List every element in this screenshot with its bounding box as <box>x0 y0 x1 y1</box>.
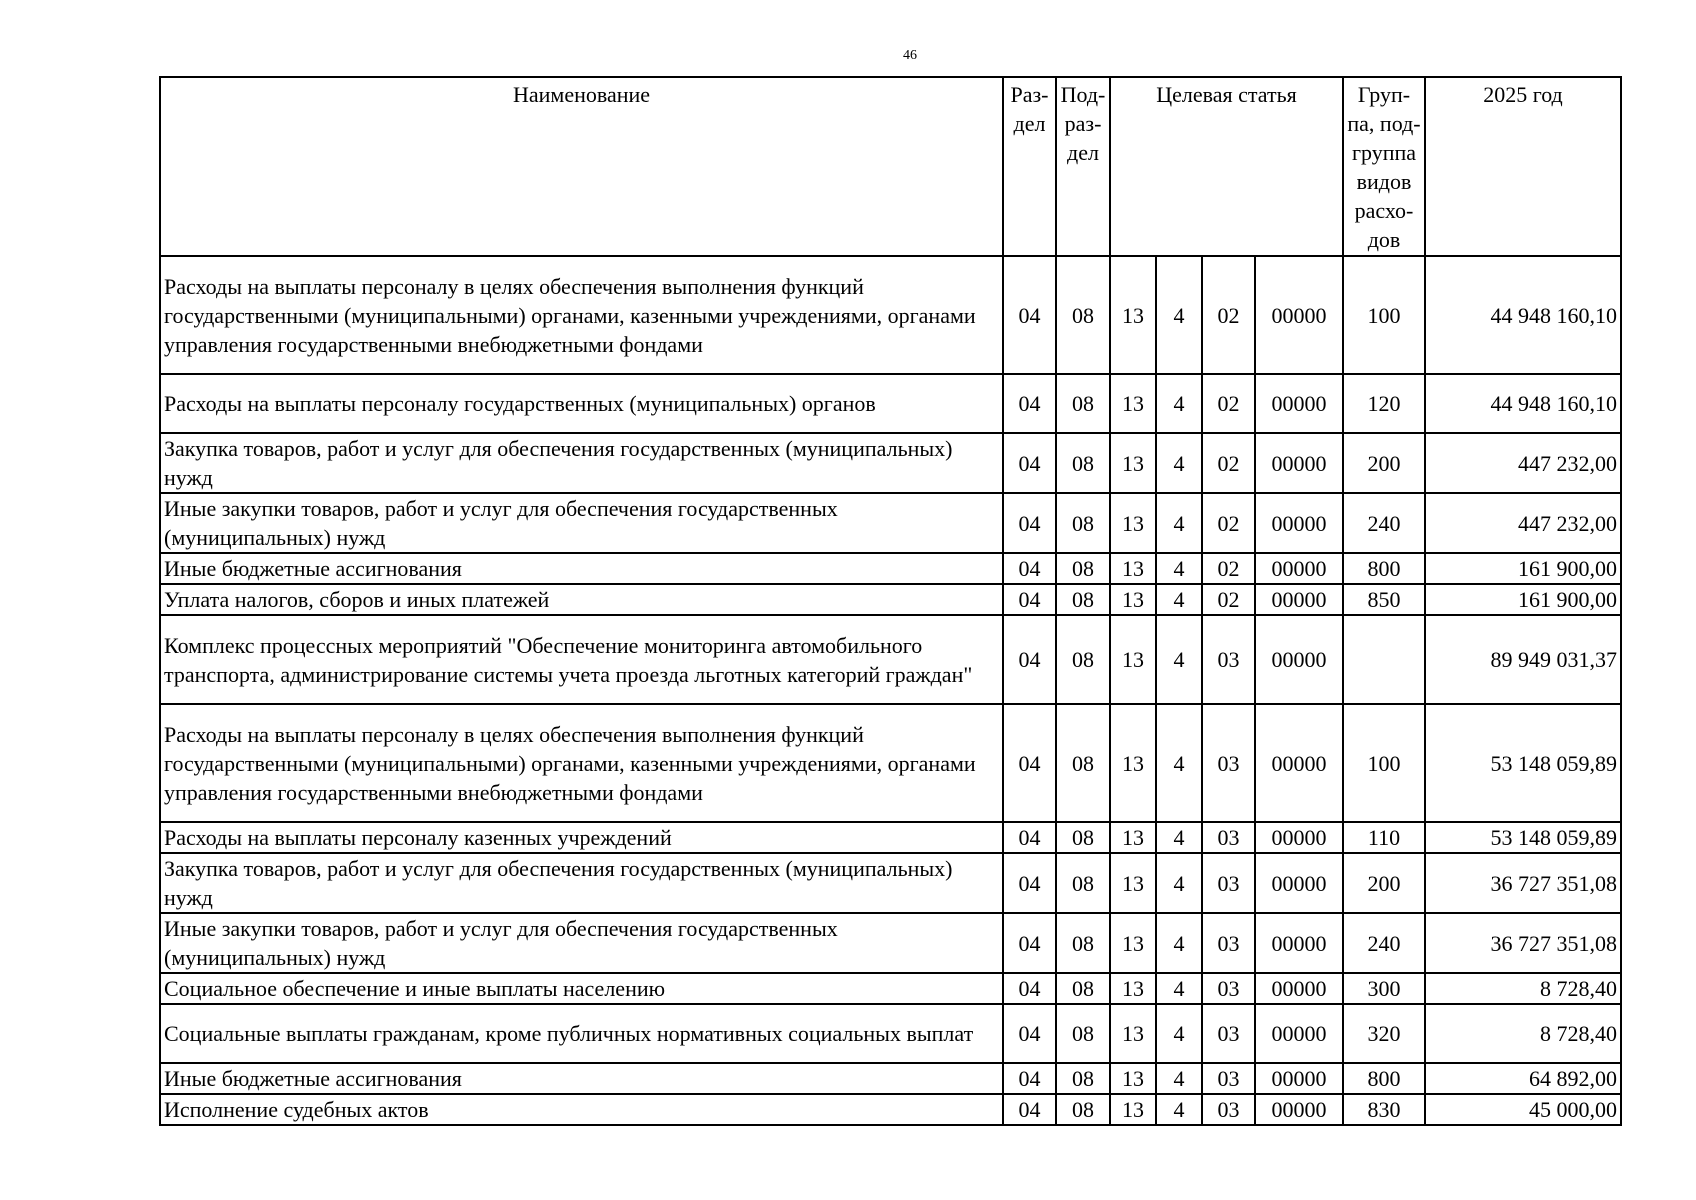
name-cell: Закупка товаров, работ и услуг для обеспечения государственных (муниципальных) нужд <box>160 853 1003 913</box>
target-complex-cell: 03 <box>1202 615 1255 704</box>
target-complex-cell: 03 <box>1202 1063 1255 1094</box>
target-direction-cell: 00000 <box>1255 553 1343 584</box>
target-program-cell: 13 <box>1110 553 1156 584</box>
target-complex-cell: 03 <box>1202 973 1255 1004</box>
subsection-cell: 08 <box>1056 615 1110 704</box>
target-program-cell: 13 <box>1110 1063 1156 1094</box>
name-cell: Уплата налогов, сборов и иных платежей <box>160 584 1003 615</box>
target-complex-cell: 03 <box>1202 913 1255 973</box>
target-type-cell: 4 <box>1156 374 1202 433</box>
table-row <box>160 973 1621 1004</box>
subsection-cell: 08 <box>1056 913 1110 973</box>
name-cell: Социальные выплаты гражданам, кроме публичных нормативных социальных выплат <box>160 1004 1003 1063</box>
name-cell: Иные закупки товаров, работ и услуг для обеспечения государственных (муниципальных) нужд <box>160 913 1003 973</box>
amount-cell: 45 000,00 <box>1425 1094 1621 1125</box>
table-row <box>160 433 1621 493</box>
table-body <box>160 256 1621 1125</box>
target-complex-cell: 02 <box>1202 553 1255 584</box>
expense-group-cell: 200 <box>1343 853 1425 913</box>
subsection-cell: 08 <box>1056 822 1110 853</box>
target-program-cell: 13 <box>1110 973 1156 1004</box>
section-cell: 04 <box>1003 615 1056 704</box>
header-target-article: Целевая статья <box>1110 77 1343 256</box>
expense-group-cell: 320 <box>1343 1004 1425 1063</box>
amount-cell: 161 900,00 <box>1425 584 1621 615</box>
target-direction-cell: 00000 <box>1255 853 1343 913</box>
expense-group-cell: 830 <box>1343 1094 1425 1125</box>
name-cell: Расходы на выплаты персоналу казенных учреждений <box>160 822 1003 853</box>
header-row <box>160 77 1621 256</box>
table-row <box>160 822 1621 853</box>
subsection-cell: 08 <box>1056 1094 1110 1125</box>
target-direction-cell: 00000 <box>1255 822 1343 853</box>
table-row <box>160 615 1621 704</box>
target-type-cell: 4 <box>1156 1004 1202 1063</box>
target-program-cell: 13 <box>1110 584 1156 615</box>
table-row <box>160 256 1621 374</box>
amount-cell: 44 948 160,10 <box>1425 374 1621 433</box>
expense-group-cell: 100 <box>1343 256 1425 374</box>
section-cell: 04 <box>1003 704 1056 822</box>
header-section: Раз- дел <box>1003 77 1056 256</box>
name-cell: Социальное обеспечение и иные выплаты населению <box>160 973 1003 1004</box>
section-cell: 04 <box>1003 493 1056 553</box>
table-row <box>160 913 1621 973</box>
expense-group-cell: 240 <box>1343 493 1425 553</box>
target-program-cell: 13 <box>1110 493 1156 553</box>
target-type-cell: 4 <box>1156 493 1202 553</box>
subsection-cell: 08 <box>1056 704 1110 822</box>
amount-cell: 89 949 031,37 <box>1425 615 1621 704</box>
section-cell: 04 <box>1003 584 1056 615</box>
target-program-cell: 13 <box>1110 615 1156 704</box>
target-program-cell: 13 <box>1110 374 1156 433</box>
target-type-cell: 4 <box>1156 1063 1202 1094</box>
target-type-cell: 4 <box>1156 1094 1202 1125</box>
target-direction-cell: 00000 <box>1255 1063 1343 1094</box>
target-direction-cell: 00000 <box>1255 1094 1343 1125</box>
amount-cell: 447 232,00 <box>1425 433 1621 493</box>
expense-group-cell: 850 <box>1343 584 1425 615</box>
target-program-cell: 13 <box>1110 1004 1156 1063</box>
amount-cell: 53 148 059,89 <box>1425 822 1621 853</box>
target-direction-cell: 00000 <box>1255 704 1343 822</box>
target-direction-cell: 00000 <box>1255 913 1343 973</box>
name-cell: Исполнение судебных актов <box>160 1094 1003 1125</box>
expense-group-cell: 100 <box>1343 704 1425 822</box>
name-cell: Иные бюджетные ассигнования <box>160 1063 1003 1094</box>
subsection-cell: 08 <box>1056 553 1110 584</box>
table-row <box>160 704 1621 822</box>
target-direction-cell: 00000 <box>1255 615 1343 704</box>
header-subsection: Под- раз- дел <box>1056 77 1110 256</box>
section-cell: 04 <box>1003 1094 1056 1125</box>
target-program-cell: 13 <box>1110 704 1156 822</box>
target-complex-cell: 02 <box>1202 493 1255 553</box>
amount-cell: 36 727 351,08 <box>1425 913 1621 973</box>
header-expense-group: Груп- па, под- группа видов расхо- дов <box>1343 77 1425 256</box>
table-row <box>160 493 1621 553</box>
section-cell: 04 <box>1003 1004 1056 1063</box>
table-row <box>160 1063 1621 1094</box>
amount-cell: 161 900,00 <box>1425 553 1621 584</box>
table-row <box>160 553 1621 584</box>
table-row <box>160 374 1621 433</box>
section-cell: 04 <box>1003 1063 1056 1094</box>
expense-group-cell: 240 <box>1343 913 1425 973</box>
target-direction-cell: 00000 <box>1255 493 1343 553</box>
table-row <box>160 1094 1621 1125</box>
target-type-cell: 4 <box>1156 615 1202 704</box>
expense-group-cell: 120 <box>1343 374 1425 433</box>
target-program-cell: 13 <box>1110 433 1156 493</box>
target-program-cell: 13 <box>1110 1094 1156 1125</box>
name-cell: Расходы на выплаты персоналу в целях обеспечения выполнения функций государственными (муниципальными) органами, казенными учреждениями, органами управления государственными внебюджетными фондами <box>160 256 1003 374</box>
target-type-cell: 4 <box>1156 913 1202 973</box>
section-cell: 04 <box>1003 973 1056 1004</box>
target-direction-cell: 00000 <box>1255 1004 1343 1063</box>
target-type-cell: 4 <box>1156 822 1202 853</box>
target-type-cell: 4 <box>1156 256 1202 374</box>
table-row <box>160 1004 1621 1063</box>
target-complex-cell: 03 <box>1202 1004 1255 1063</box>
section-cell: 04 <box>1003 433 1056 493</box>
target-complex-cell: 02 <box>1202 433 1255 493</box>
target-type-cell: 4 <box>1156 433 1202 493</box>
target-type-cell: 4 <box>1156 853 1202 913</box>
target-program-cell: 13 <box>1110 256 1156 374</box>
target-direction-cell: 00000 <box>1255 433 1343 493</box>
amount-cell: 44 948 160,10 <box>1425 256 1621 374</box>
amount-cell: 53 148 059,89 <box>1425 704 1621 822</box>
table-row <box>160 584 1621 615</box>
section-cell: 04 <box>1003 913 1056 973</box>
target-type-cell: 4 <box>1156 553 1202 584</box>
header-year: 2025 год <box>1425 77 1621 256</box>
target-program-cell: 13 <box>1110 853 1156 913</box>
name-cell: Иные закупки товаров, работ и услуг для обеспечения государственных (муниципальных) нужд <box>160 493 1003 553</box>
name-cell: Закупка товаров, работ и услуг для обеспечения государственных (муниципальных) нужд <box>160 433 1003 493</box>
amount-cell: 36 727 351,08 <box>1425 853 1621 913</box>
section-cell: 04 <box>1003 374 1056 433</box>
target-complex-cell: 03 <box>1202 822 1255 853</box>
expense-group-cell: 800 <box>1343 1063 1425 1094</box>
name-cell: Комплекс процессных мероприятий "Обеспечение мониторинга автомобильного транспорта, администрирование системы учета проезда льготных категорий граждан" <box>160 615 1003 704</box>
target-complex-cell: 03 <box>1202 853 1255 913</box>
subsection-cell: 08 <box>1056 374 1110 433</box>
table-row <box>160 853 1621 913</box>
name-cell: Расходы на выплаты персоналу в целях обеспечения выполнения функций государственными (муниципальными) органами, казенными учреждениями, органами управления государственными внебюджетными фондами <box>160 704 1003 822</box>
expense-group-cell: 200 <box>1343 433 1425 493</box>
subsection-cell: 08 <box>1056 853 1110 913</box>
target-program-cell: 13 <box>1110 822 1156 853</box>
subsection-cell: 08 <box>1056 433 1110 493</box>
target-direction-cell: 00000 <box>1255 256 1343 374</box>
expense-group-cell: 800 <box>1343 553 1425 584</box>
target-type-cell: 4 <box>1156 584 1202 615</box>
subsection-cell: 08 <box>1056 256 1110 374</box>
expense-group-cell: 110 <box>1343 822 1425 853</box>
amount-cell: 8 728,40 <box>1425 973 1621 1004</box>
target-complex-cell: 02 <box>1202 256 1255 374</box>
header-name: Наименование <box>160 77 1003 256</box>
target-complex-cell: 02 <box>1202 584 1255 615</box>
target-complex-cell: 03 <box>1202 1094 1255 1125</box>
amount-cell: 64 892,00 <box>1425 1063 1621 1094</box>
section-cell: 04 <box>1003 853 1056 913</box>
subsection-cell: 08 <box>1056 584 1110 615</box>
budget-table <box>159 76 1622 1126</box>
section-cell: 04 <box>1003 553 1056 584</box>
section-cell: 04 <box>1003 256 1056 374</box>
target-type-cell: 4 <box>1156 704 1202 822</box>
page-number: 46 <box>903 48 917 63</box>
target-direction-cell: 00000 <box>1255 584 1343 615</box>
subsection-cell: 08 <box>1056 973 1110 1004</box>
target-complex-cell: 02 <box>1202 374 1255 433</box>
target-complex-cell: 03 <box>1202 704 1255 822</box>
amount-cell: 8 728,40 <box>1425 1004 1621 1063</box>
amount-cell: 447 232,00 <box>1425 493 1621 553</box>
section-cell: 04 <box>1003 822 1056 853</box>
target-direction-cell: 00000 <box>1255 973 1343 1004</box>
expense-group-cell <box>1343 615 1425 704</box>
subsection-cell: 08 <box>1056 493 1110 553</box>
target-type-cell: 4 <box>1156 973 1202 1004</box>
target-program-cell: 13 <box>1110 913 1156 973</box>
expense-group-cell: 300 <box>1343 973 1425 1004</box>
subsection-cell: 08 <box>1056 1004 1110 1063</box>
target-direction-cell: 00000 <box>1255 374 1343 433</box>
name-cell: Расходы на выплаты персоналу государственных (муниципальных) органов <box>160 374 1003 433</box>
name-cell: Иные бюджетные ассигнования <box>160 553 1003 584</box>
subsection-cell: 08 <box>1056 1063 1110 1094</box>
